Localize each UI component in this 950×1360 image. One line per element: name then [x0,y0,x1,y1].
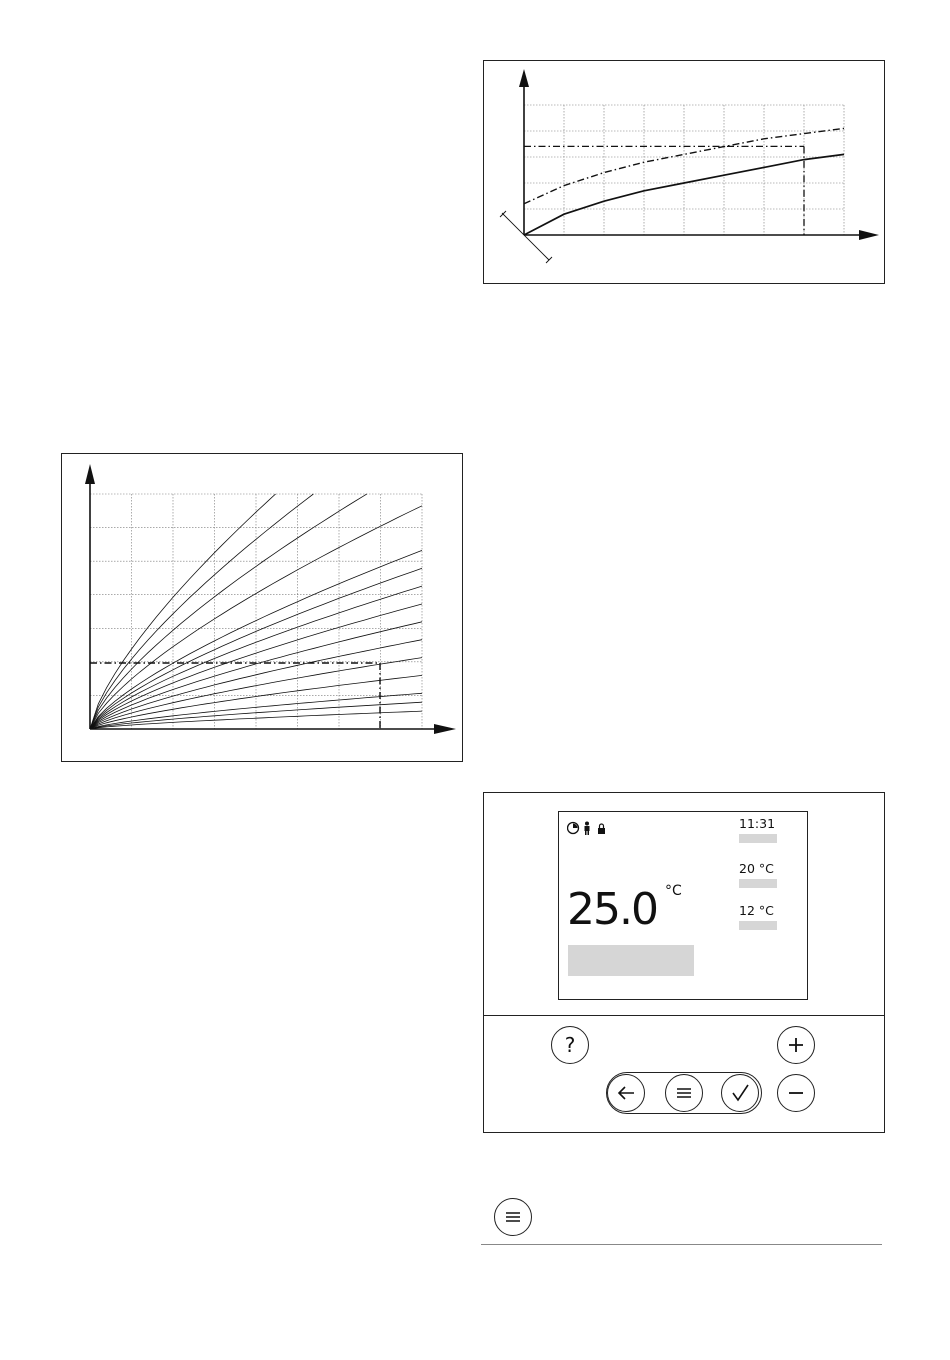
control-panel [483,792,885,1133]
heating-curve-2 [90,494,313,729]
y-axis-arrow [85,464,95,484]
heating-curves-chart [62,454,462,761]
plus-icon [786,1035,806,1055]
help-button[interactable] [551,1026,589,1064]
checkmark-icon [729,1082,751,1104]
heating-curve-1 [90,494,276,729]
menu-icon [503,1207,523,1227]
display-screen [558,811,808,1000]
setpoint-night-bar [739,921,777,930]
status-text-bar [568,945,694,976]
x-axis-arrow [859,230,879,240]
clock-icon [568,823,579,834]
setpoint-day: 20 °C [739,861,774,876]
menu-icon [674,1083,694,1103]
setpoint-day-bar [739,879,777,888]
status-icons [567,821,617,835]
section-rule [481,1244,882,1245]
panel-divider [484,1015,884,1016]
setpoint-night: 12 °C [739,903,774,918]
heating-curves-figure [61,453,463,762]
current-temperature: 25.0 [567,884,657,935]
offset-axis [502,213,549,260]
minus-button[interactable] [777,1074,815,1112]
menu-button[interactable] [665,1074,703,1112]
arrow-left-icon [615,1083,637,1103]
y-axis-arrow [519,69,529,87]
confirm-button[interactable] [721,1074,759,1112]
help-icon: ? [564,1033,576,1057]
x-axis-arrow [434,724,456,734]
footer-menu-button[interactable] [494,1198,532,1236]
person-icon [585,822,590,836]
heating-curve-offset-chart [484,61,884,283]
lock-icon [598,824,605,834]
back-button[interactable] [607,1074,645,1112]
time-display: 11:31 [739,816,776,831]
plus-button[interactable] [777,1026,815,1064]
minus-icon [786,1083,806,1103]
time-label-bar [739,834,777,843]
temperature-unit: °C [665,883,682,899]
heating-curve-offset-figure [483,60,885,284]
